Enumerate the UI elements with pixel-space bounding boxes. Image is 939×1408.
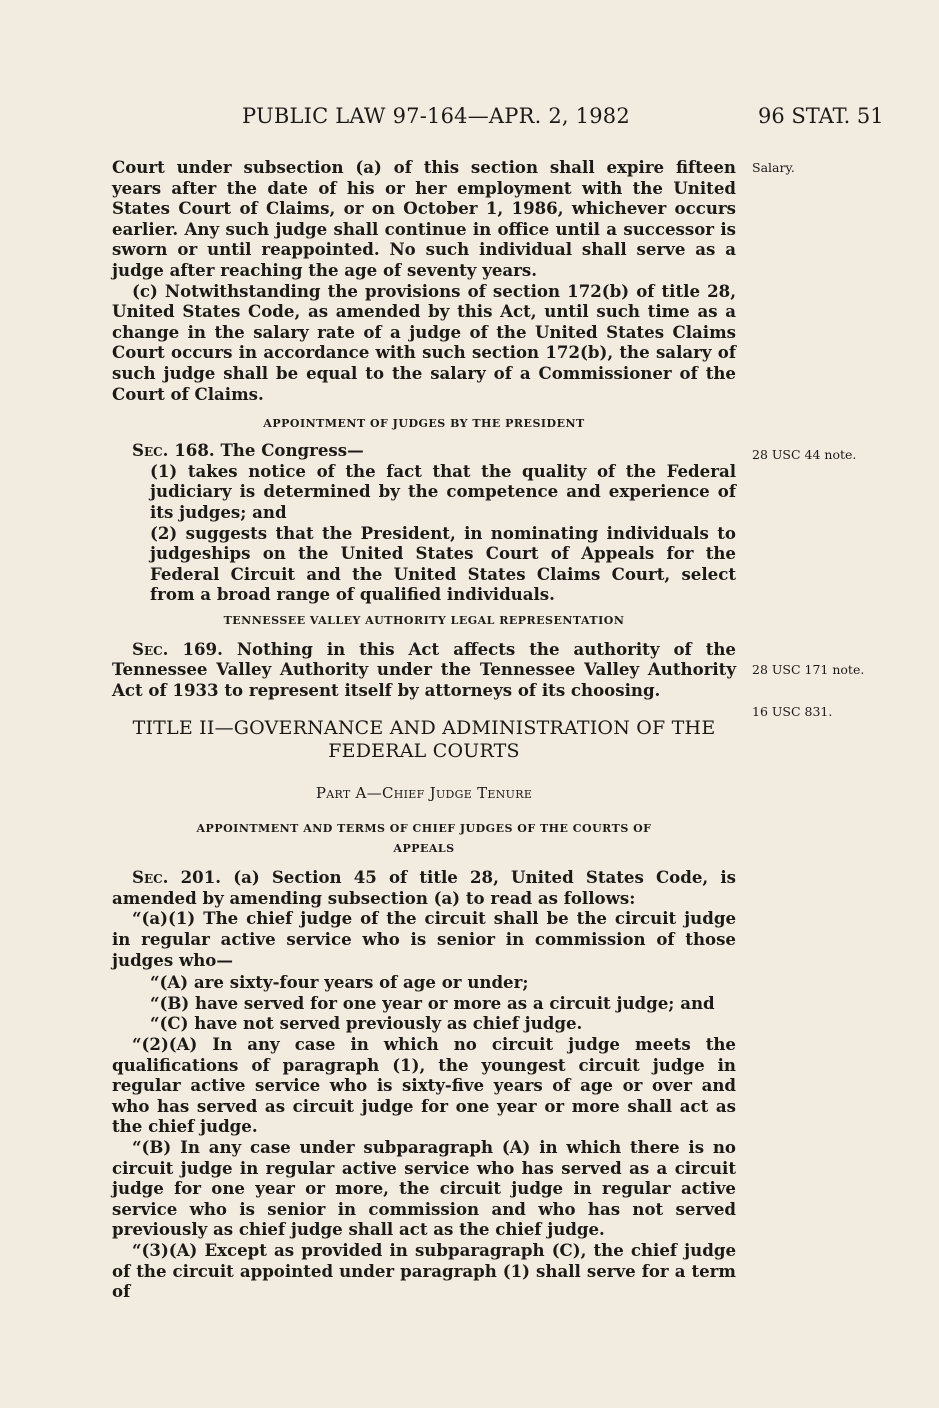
paragraph-c-salary: (c) Notwithstanding the provisions of section 172(b) of title 28, United States Code, as amended by this Act, until such time as a change in the salary rate of a judge of the United States Claims Court occurs in accordance with such section 172(b), the salary of such judge shall be equal to the salary of a Commissioner of the Court of Claims. [112, 280, 736, 404]
margin-note-salary: Salary. [752, 160, 795, 175]
statute-page-number: 96 STAT. 51 [758, 104, 884, 128]
margin-note-16-usc-831: 16 USC 831. [752, 704, 833, 719]
running-header-title: PUBLIC LAW 97-164—APR. 2, 1982 [242, 104, 630, 128]
section-168-item-1: (1) takes notice of the fact that the quality of the Federal judiciary is determined by the competence and experience of its judges; and [150, 460, 736, 522]
section-168 [112, 440, 736, 461]
paragraph-2-b: “(B) In any case under subparagraph (A) in which there is no circuit judge in regular active service who has served as a circuit judge for one year or more, the circuit judge in regular active service who is senior in commission and who has not served previously as chief judge shall act as the chief judge. [112, 1136, 736, 1240]
section-169-text: 169. Nothing in this Act affects the authority of the Tennessee Valley Authority under the Tennessee Valley Authority Act of 1933 to represent itself by attorneys of its choosing. [112, 638, 736, 701]
section-heading-appointment: APPOINTMENT OF JUDGES BY THE PRESIDENT [263, 417, 585, 431]
section-201 [112, 867, 736, 908]
margin-note-28-usc-44: 28 USC 44 note. [752, 447, 857, 462]
subparagraph-a: “(A) are sixty-four years of age or under; [150, 972, 529, 993]
section-heading-chief-judges-line-2: APPEALS [393, 842, 455, 856]
title-ii-heading-line-2: FEDERAL COURTS [328, 739, 520, 762]
section-heading-chief-judges-line-1: APPOINTMENT AND TERMS OF CHIEF JUDGES OF THE COURTS OF [196, 822, 652, 836]
body-text [112, 157, 736, 1302]
section-201-text: 201. (a) Section 45 of title 28, United States Code, is amended by amending subsection (a) to read as follows: [112, 867, 736, 908]
part-a-heading: Part A—Chief Judge Tenure [315, 783, 533, 802]
section-label: Sec. [132, 440, 169, 461]
section-169 [112, 639, 736, 701]
title-ii-heading-line-1: TITLE II—GOVERNANCE AND ADMINISTRATION OF THE [132, 716, 716, 739]
paragraph-2-a: “(2)(A) In any case in which no circuit judge meets the qualifications of paragraph (1), the youngest circuit judge in regular active service who is sixty-five years of age or over and who has served as circuit judge for one year or more shall act as the chief judge. [112, 1034, 736, 1137]
subparagraph-b: “(B) have served for one year or more as a circuit judge; and [150, 992, 715, 1013]
subsection-a-1: “(a)(1) The chief judge of the circuit shall be the circuit judge in regular active service who is senior in commission of those judges who— [112, 908, 736, 970]
margin-note-28-usc-171: 28 USC 171 note. [752, 662, 865, 677]
section-label: Sec. [132, 638, 169, 659]
section-label: Sec. [132, 867, 169, 888]
section-168-item-2: (2) suggests that the President, in nominating individuals to judgeships on the United States Court of Appeals for the Federal Circuit and the United States Claims Court, select from a broad range of qualified individuals. [150, 522, 736, 605]
section-168-text: 168. The Congress— [174, 440, 364, 461]
paragraph-3-a: “(3)(A) Except as provided in subparagraph (C), the chief judge of the circuit appointed under paragraph (1) shall serve for a term of [112, 1239, 736, 1302]
section-heading-tva: TENNESSEE VALLEY AUTHORITY LEGAL REPRESENTATION [223, 613, 625, 627]
subparagraph-c: “(C) have not served previously as chief judge. [150, 1013, 583, 1034]
paragraph-term-expiry: Court under subsection (a) of this section shall expire fifteen years after the date of his or her employment with the United States Court of Claims, or on October 1, 1986, whichever occurs earlier. Any such judge shall continue in office until a successor is sworn or until reappointed. No such individual shall serve as a judge after reaching the age of seventy years. [112, 157, 736, 280]
